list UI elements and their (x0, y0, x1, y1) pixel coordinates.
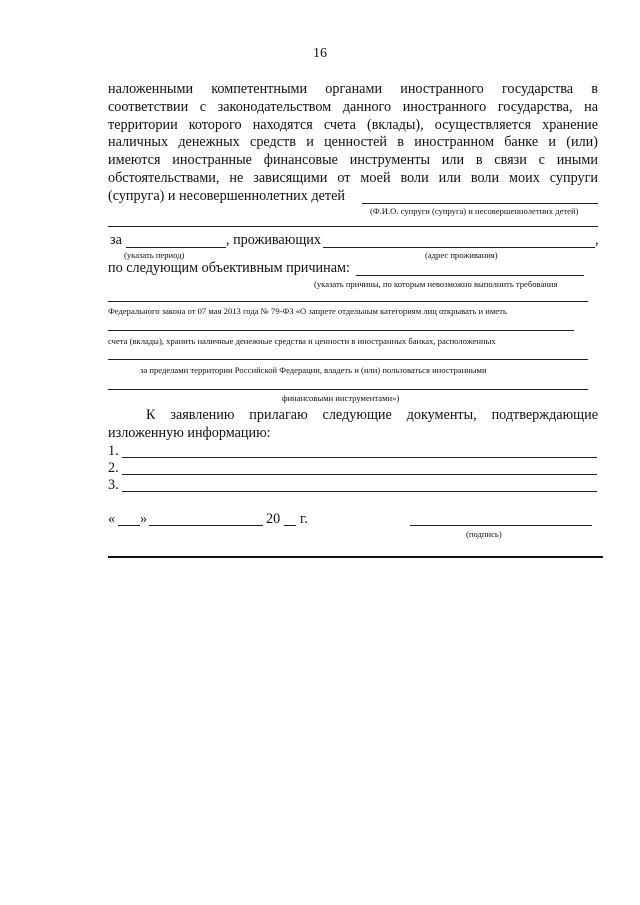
residing-label: , проживающих (226, 232, 321, 248)
spouse-name-field-continued[interactable] (108, 226, 598, 227)
year-suffix: г. (300, 511, 308, 527)
signature-field[interactable] (410, 525, 592, 526)
reasons-caption-5: финансовыми инструментами») (282, 393, 400, 403)
paragraph-line: наложенными компетентными органами иностранного государства в (108, 81, 598, 97)
year-field[interactable] (284, 525, 296, 526)
reasons-field-4[interactable] (108, 359, 588, 360)
address-field[interactable] (323, 247, 595, 248)
month-field[interactable] (149, 525, 263, 526)
paragraph-line: территории которого находятся счета (вклады), осуществляется хранение (108, 116, 598, 133)
period-caption: (указать период) (124, 250, 185, 260)
item-number-3: 3. (108, 477, 119, 493)
attachments-line: К заявлению прилагаю следующие документы, подтверждающие (146, 407, 598, 423)
spouse-name-field[interactable] (362, 203, 598, 204)
reasons-caption-1: (указать причины, по которым невозможно выполнить требования (314, 279, 558, 289)
comma: , (595, 232, 599, 248)
paragraph-line: наличных денежных средств и ценностей в иностранном банке и (или) (108, 134, 598, 151)
reasons-caption-3: счета (вклады), хранить наличные денежные средства и ценности в иностранных банках, расположенных (108, 336, 496, 346)
item-number-1: 1. (108, 443, 119, 459)
attachments-paragraph (108, 407, 598, 443)
reasons-caption-2: Федерального закона от 07 мая 2013 года № 79-ФЗ «О запрете отдельным категориям лиц открывать и иметь (108, 306, 507, 316)
reasons-field-3[interactable] (108, 330, 574, 331)
reasons-caption-4: за пределами территории Российской Федерации, владеть и (или) пользоваться иностранными (140, 365, 487, 375)
spouse-label: (супруга) и несовершеннолетних детей (108, 188, 346, 204)
item-number-2: 2. (108, 460, 119, 476)
reasons-field-5[interactable] (108, 389, 588, 390)
period-field[interactable] (126, 247, 226, 248)
spouse-caption: (Ф.И.О. супруги (супруга) и несовершеннолетних детей) (370, 206, 579, 216)
paragraph-line: имеются иностранные финансовые инструменты или в связи с иными (108, 152, 598, 169)
paragraph-line: обстоятельствами, не зависящими от моей воли или воли моих супруги (108, 169, 598, 186)
day-field[interactable] (118, 525, 140, 526)
page-number: 16 (313, 46, 327, 61)
year-prefix: 20 (266, 511, 281, 527)
document-field-1[interactable] (122, 457, 597, 458)
date-close-quote: » (140, 511, 148, 527)
za-label: за (110, 232, 122, 248)
paragraph-continuation (108, 81, 598, 188)
reasons-field-1[interactable] (356, 275, 584, 276)
date-open-quote: « (108, 511, 116, 527)
reasons-label: по следующим объективным причинам: (108, 260, 350, 276)
paragraph-line: соответствии с законодательством данного иностранного государства, на (108, 98, 598, 115)
attachments-line: изложенную информацию: (108, 424, 271, 441)
closing-rule (108, 556, 603, 558)
signature-caption: (подпись) (466, 529, 502, 539)
reasons-field-2[interactable] (108, 301, 588, 302)
address-caption: (адрес проживания) (425, 250, 498, 260)
document-field-3[interactable] (122, 491, 597, 492)
document-field-2[interactable] (122, 474, 597, 475)
